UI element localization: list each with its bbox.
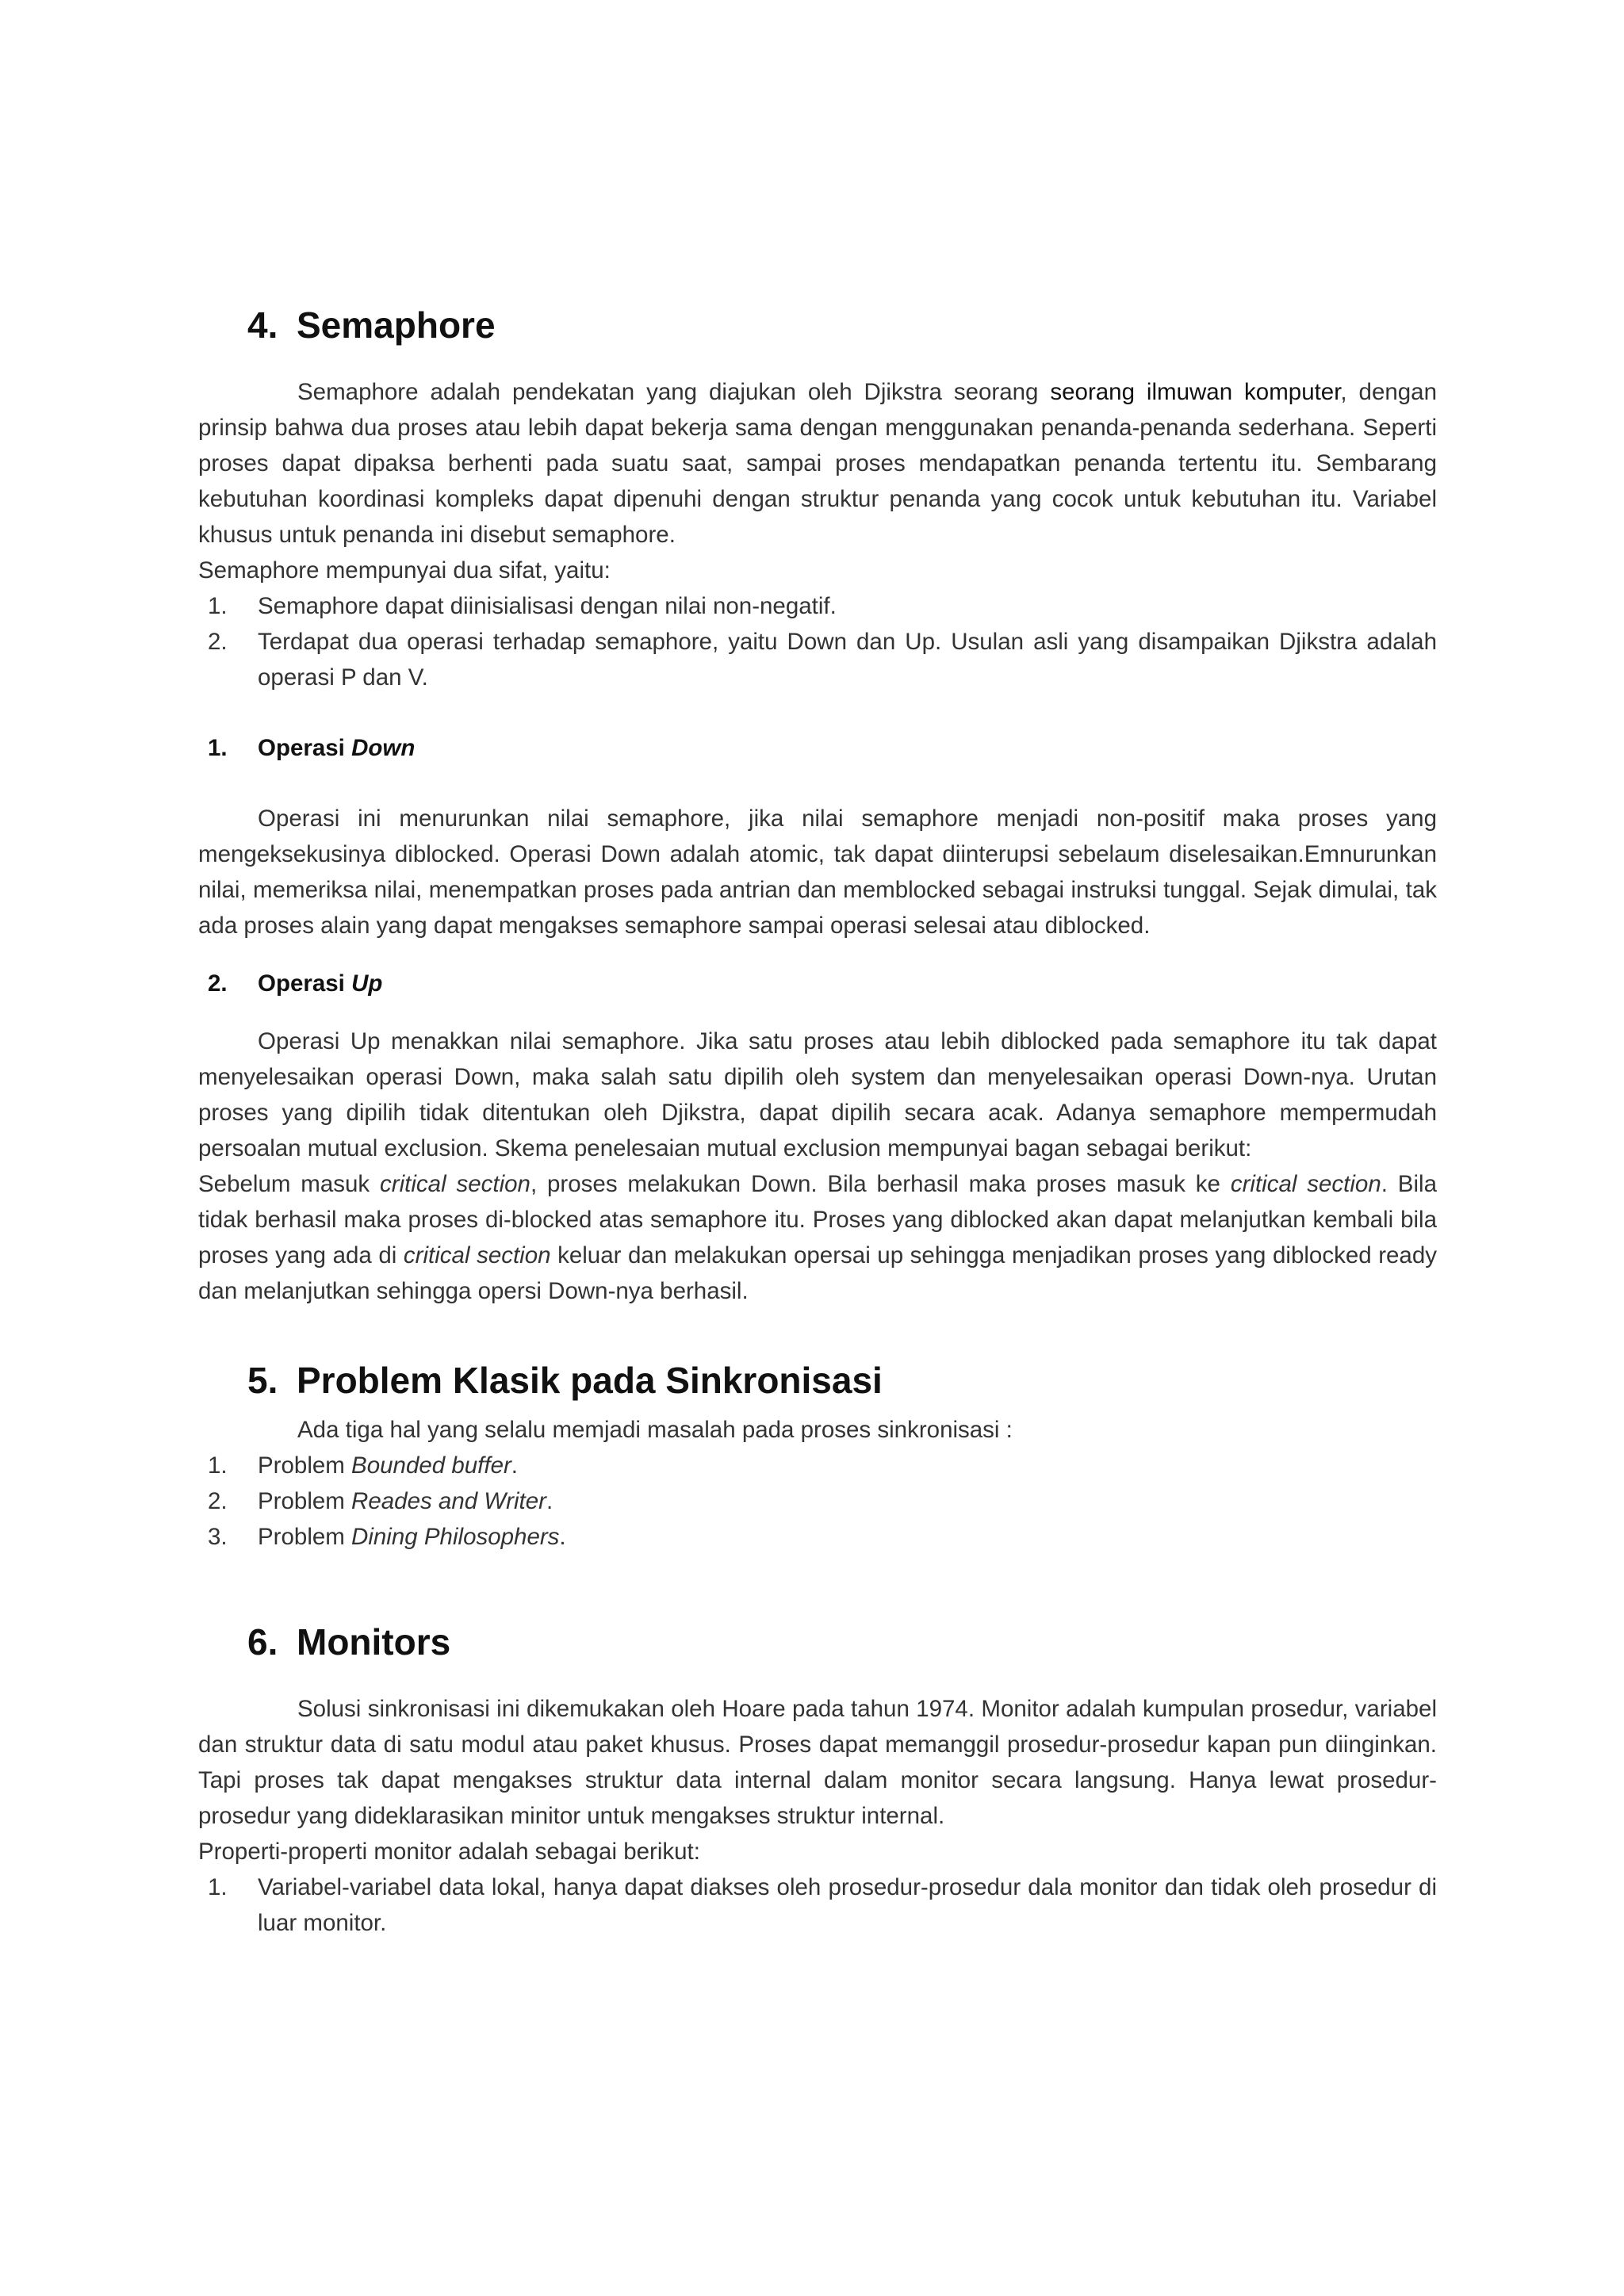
- list-text: Problem: [258, 1488, 352, 1514]
- subheading-label-italic: Down: [351, 735, 416, 761]
- subheading-number: 1.: [208, 735, 228, 761]
- text-run-italic: critical section: [403, 1242, 551, 1269]
- problem-klasik-list: [198, 1448, 1437, 1555]
- list-text-italic: Reades and Writer: [351, 1488, 546, 1514]
- list-number: 1.: [208, 1874, 228, 1900]
- text-run: Sebelum masuk: [198, 1171, 381, 1197]
- list-number: 1.: [208, 593, 228, 619]
- text-run: keluar dan melakukan opersai up sehingga menjadikan proses yang diblocked ready dan melanjutkan sehingga opersi Down-nya berhasil.: [198, 1242, 1437, 1304]
- problem-klasik-intro: Ada tiga hal yang selalu memjadi masalah pada proses sinkronisasi :: [297, 1417, 1013, 1443]
- list-item: [198, 1519, 1437, 1555]
- text-run: , dengan prinsip bahwa dua proses atau lebih dapat bekerja sama dengan menggunakan penanda-penanda sederhana. Seperti proses dapat dipaksa berhenti pada suatu saat, sampai proses mendapatkan penanda tertentu itu. Sembarang kebutuhan koordinasi kompleks dapat dipenuhi dengan struktur penanda yang cocok untuk kebutuhan itu. Variabel khusus untuk penanda ini disebut semaphore.: [198, 379, 1437, 548]
- list-item: [198, 1448, 1437, 1483]
- semaphore-paragraph-2: Semaphore mempunyai dua sifat, yaitu:: [198, 557, 611, 584]
- document-page: [198, 301, 1437, 1941]
- subheading-number: 2.: [208, 970, 228, 997]
- operasi-up-paragraph-1: Operasi Up menakkan nilai semaphore. Jika satu proses atau lebih diblocked pada semaphore itu tak dapat menyelesaikan operasi Down, maka salah satu dipilih oleh system dan menyelesaikan operasi Down-nya. Urutan proses yang dipilih tidak ditentukan oleh Djikstra, dapat dipilih secara acak. Adanya semaphore mempermudah persoalan mutual exclusion. Skema penelesaian mutual exclusion mempunyai bagan sebagai berikut:: [198, 1028, 1437, 1161]
- section-heading-monitors: [198, 1618, 1437, 1666]
- text-run: Semaphore adalah pendekatan yang diajukan oleh Djikstra seorang: [297, 379, 1051, 405]
- text-run: . Bila tidak berhasil maka proses di-blocked atas semaphore itu. Proses yang diblocked akan dapat melanjutkan kembali bila proses yang ada di: [198, 1171, 1437, 1269]
- list-text: Terdapat dua operasi terhadap semaphore, yaitu Down dan Up. Usulan asli yang disampaikan Djikstra adalah operasi P dan V.: [258, 629, 1437, 691]
- list-number: 2.: [208, 629, 228, 655]
- semaphore-paragraph-1: [198, 374, 1437, 553]
- list-item: [198, 1869, 1437, 1941]
- section-number: 4.: [247, 304, 278, 346]
- semaphore-properties-list: [198, 588, 1437, 695]
- list-item: [198, 624, 1437, 695]
- list-text-italic: Bounded buffer: [351, 1452, 511, 1479]
- section-heading-semaphore: [198, 301, 1437, 349]
- list-text: Semaphore dapat diinisialisasi dengan nilai non-negatif.: [258, 593, 837, 619]
- list-text: .: [559, 1524, 566, 1550]
- text-run: , proses melakukan Down. Bila berhasil maka proses masuk ke: [530, 1171, 1231, 1197]
- list-number: 1.: [208, 1452, 228, 1479]
- text-run-italic: critical section: [1230, 1171, 1381, 1197]
- list-item: [198, 1483, 1437, 1519]
- subheading-operasi-down: [198, 730, 1437, 766]
- operasi-down-paragraph: Operasi ini menurunkan nilai semaphore, jika nilai semaphore menjadi non-positif maka proses yang mengeksekusinya diblocked. Operasi Down adalah atomic, tak dapat diinterupsi sebelaum diselesaikan.Emnurunkan nilai, memeriksa nilai, menempatkan proses pada antrian dan memblocked sebagai instruksi tunggal. Sejak dimulai, tak ada proses alain yang dapat mengakses semaphore sampai operasi selesai atau diblocked.: [198, 806, 1437, 939]
- section-number: 6.: [247, 1621, 278, 1663]
- text-run-italic: critical section: [380, 1171, 530, 1197]
- list-item: [198, 588, 1437, 624]
- section-title: Semaphore: [297, 304, 496, 346]
- list-text: .: [546, 1488, 553, 1514]
- list-text: .: [511, 1452, 518, 1479]
- section-title: Monitors: [297, 1621, 451, 1663]
- section-number: 5.: [247, 1360, 278, 1401]
- list-number: 3.: [208, 1524, 228, 1550]
- subheading-label: Operasi: [258, 735, 352, 761]
- list-number: 2.: [208, 1488, 228, 1514]
- monitors-properties-list: [198, 1869, 1437, 1941]
- operasi-up-paragraph-2: [198, 1166, 1437, 1309]
- list-text-italic: Dining Philosophers: [351, 1524, 560, 1550]
- text-run-highlight: seorang ilmuwan komputer: [1050, 379, 1341, 405]
- list-text: Problem: [258, 1452, 352, 1479]
- list-text: Problem: [258, 1524, 352, 1550]
- monitors-paragraph-2: Properti-properti monitor adalah sebagai berikut:: [198, 1839, 700, 1865]
- subheading-label: Operasi: [258, 970, 352, 997]
- list-text: Variabel-variabel data lokal, hanya dapat diakses oleh prosedur-prosedur dala monitor dan tidak oleh prosedur di luar monitor.: [258, 1874, 1437, 1936]
- section-heading-problem-klasik: [198, 1357, 1437, 1404]
- monitors-paragraph-1: Solusi sinkronisasi ini dikemukakan oleh Hoare pada tahun 1974. Monitor adalah kumpulan prosedur, variabel dan struktur data di satu modul atau paket khusus. Proses dapat memanggil prosedur-prosedur kapan pun diinginkan. Tapi proses tak dapat mengakses struktur data internal dalam monitor secara langsung. Hanya lewat prosedur-prosedur yang dideklarasikan minitor untuk mengakses struktur internal.: [198, 1696, 1437, 1829]
- section-title: Problem Klasik pada Sinkronisasi: [297, 1360, 883, 1401]
- subheading-label-italic: Up: [351, 970, 383, 997]
- subheading-operasi-up: [198, 966, 1437, 1001]
